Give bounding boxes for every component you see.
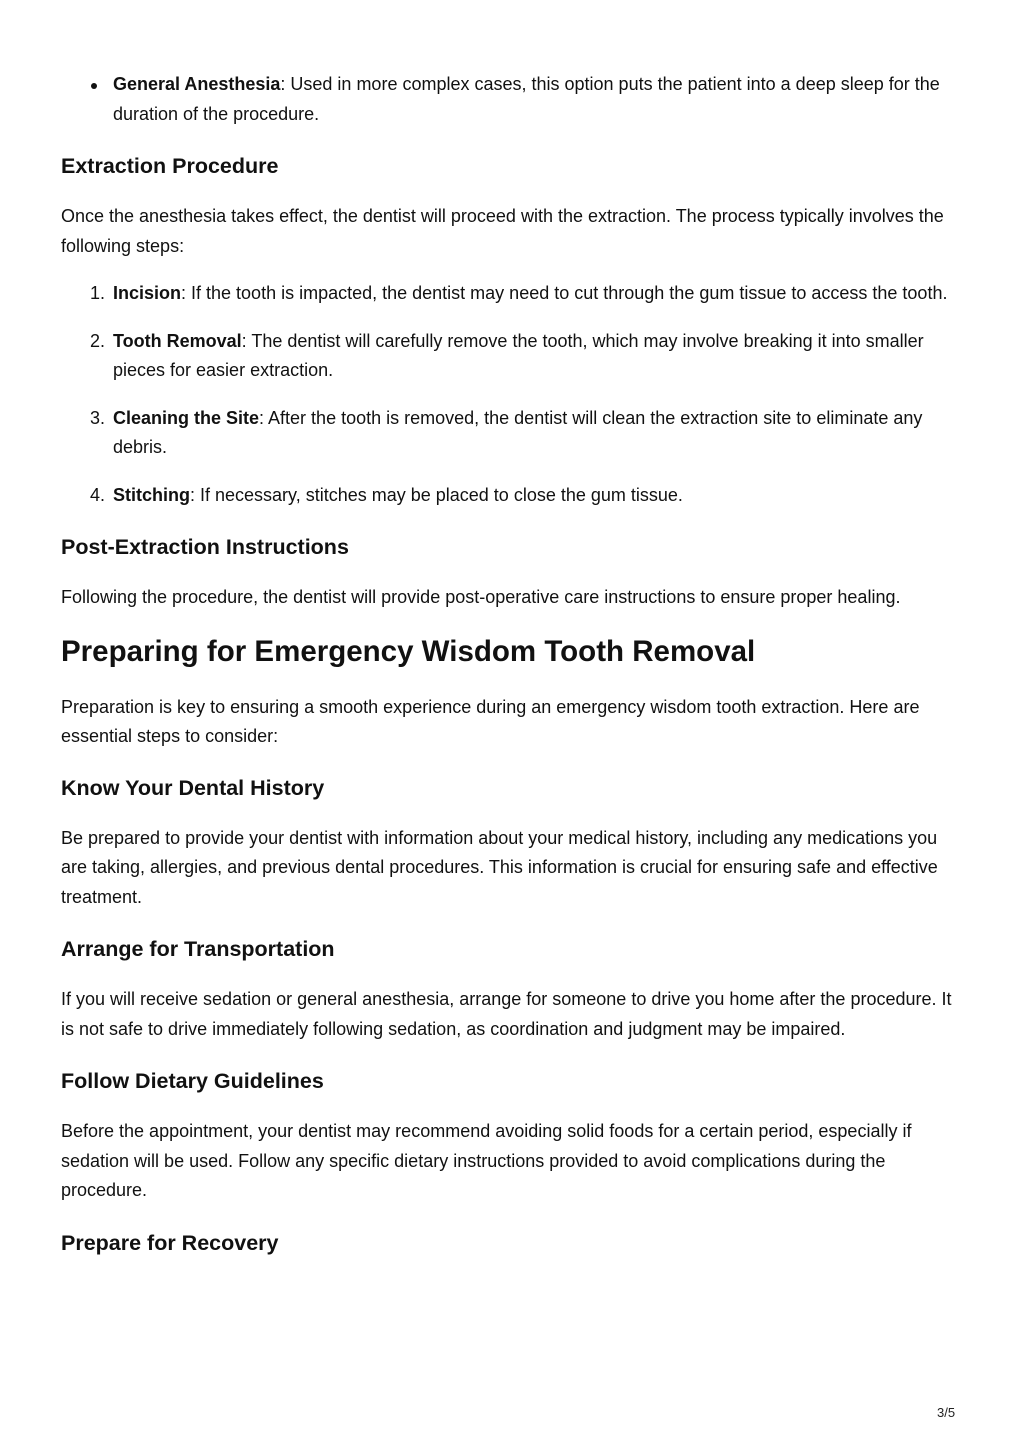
step-term: Cleaning the Site — [113, 407, 260, 428]
step-number: 2. — [90, 330, 106, 351]
extraction-steps-list — [61, 279, 966, 510]
bullet-icon — [91, 83, 97, 89]
dietary-heading: Follow Dietary Guidelines — [61, 1069, 324, 1093]
transportation-heading: Arrange for Transportation — [61, 937, 335, 961]
preparing-heading: Preparing for Emergency Wisdom Tooth Removal — [61, 634, 756, 668]
page-number: 3/5 — [937, 1405, 956, 1420]
document-page — [61, 70, 966, 1256]
step-text: : If necessary, stitches may be placed to close the gum tissue. — [190, 484, 683, 505]
list-item — [61, 481, 966, 511]
step-text: : The dentist will carefully remove the tooth, which may involve breaking it into smaller pieces for easier extraction. — [113, 330, 924, 380]
bullet-text: : Used in more complex cases, this option puts the patient into a deep sleep for the duration of the procedure. — [113, 74, 940, 124]
step-number: 4. — [90, 484, 106, 505]
step-text: : If the tooth is impacted, the dentist may need to cut through the gum tissue to access the tooth. — [181, 283, 948, 303]
step-number: 1. — [90, 283, 106, 303]
extraction-intro: Once the anesthesia takes effect, the dentist will proceed with the extraction. The process typically involves the following steps: — [61, 206, 944, 256]
list-item — [61, 70, 966, 129]
transportation-text: If you will receive sedation or general anesthesia, arrange for someone to drive you home after the procedure. It is not safe to drive immediately following sedation, as coordination and judgment may be impaired. — [61, 989, 952, 1039]
dietary-text: Before the appointment, your dentist may recommend avoiding solid foods for a certain period, especially if sedation will be used. Follow any specific dietary instructions provided to avoid complications during the procedure. — [61, 1121, 912, 1200]
dental-history-text: Be prepared to provide your dentist with information about your medical history, including any medications you are taking, allergies, and previous dental procedures. This information is crucial for ensuring safe and effective treatment. — [61, 827, 938, 907]
step-number: 3. — [90, 407, 106, 428]
step-term: Tooth Removal — [113, 330, 242, 351]
post-extraction-heading: Post-Extraction Instructions — [61, 535, 349, 559]
extraction-heading: Extraction Procedure — [61, 154, 279, 178]
list-item — [61, 404, 966, 463]
step-term: Stitching — [113, 484, 190, 505]
list-item — [61, 279, 966, 309]
preparing-intro: Preparation is key to ensuring a smooth experience during an emergency wisdom tooth extraction. Here are essential steps to consider: — [61, 696, 920, 746]
recovery-heading: Prepare for Recovery — [61, 1230, 279, 1255]
anesthesia-bullet-list — [61, 70, 966, 129]
list-item — [61, 327, 966, 386]
post-extraction-text: Following the procedure, the dentist will provide post-operative care instructions to ensure proper healing. — [61, 587, 901, 607]
step-text: : After the tooth is removed, the dentist will clean the extraction site to eliminate any debris. — [113, 407, 923, 457]
bullet-term: General Anesthesia — [113, 74, 281, 94]
dental-history-heading: Know Your Dental History — [61, 775, 325, 800]
step-term: Incision — [113, 283, 182, 303]
